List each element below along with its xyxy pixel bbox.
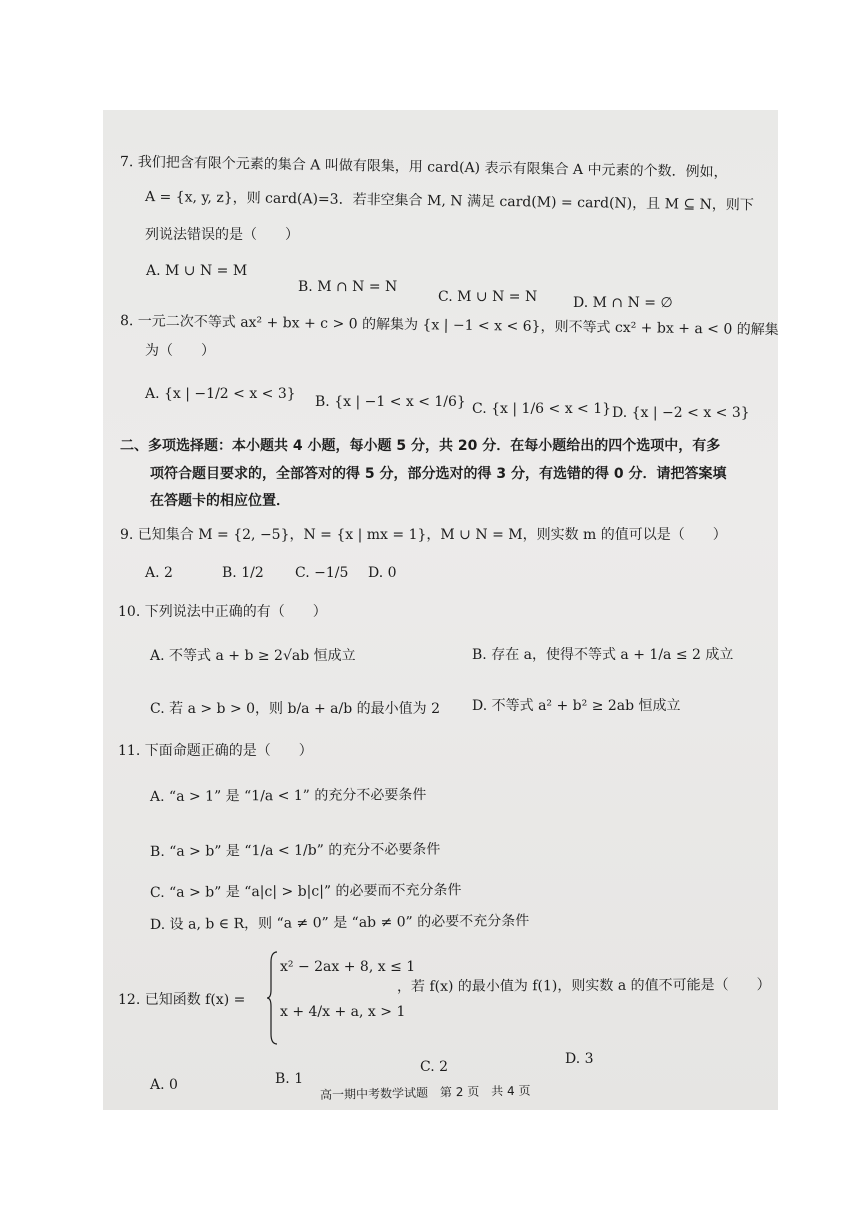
section2-line-3: 在答题卡的相应位置． [150, 493, 290, 509]
q10-option-b: B. 存在 a，使得不等式 a + 1/a ≤ 2 成立 [472, 647, 734, 663]
q10-stem: 10. 下列说法中正确的有（ ） [118, 604, 327, 620]
q8-option-d: D. {x | −2 < x < 3} [612, 405, 750, 421]
q10-option-a: A. 不等式 a + b ≥ 2√ab 恒成立 [150, 648, 356, 664]
q7-option-d: D. M ∩ N = ∅ [573, 295, 673, 311]
q7-option-b: B. M ∩ N = N [298, 279, 398, 295]
q9-option-a: A. 2 [145, 565, 173, 581]
q11-option-d: D. 设 a, b ∈ R，则 “a ≠ 0” 是 “ab ≠ 0” 的必要不充分条件 [149, 913, 530, 933]
page-footer: 高一期中考数学试题 第 2 页 共 4 页 [319, 1083, 531, 1102]
q12-case-2: x + 4/x + a, x > 1 [280, 1004, 406, 1020]
q9-option-d: D. 0 [368, 565, 397, 581]
q11-option-a: A. “a > 1” 是 “1/a < 1” 的充分不必要条件 [149, 787, 427, 805]
q7-option-c: C. M ∪ N = N [438, 289, 538, 305]
q8-option-c: C. {x | 1/6 < x < 1} [472, 401, 612, 417]
q10-option-d: D. 不等式 a² + b² ≥ 2ab 恒成立 [472, 698, 681, 714]
q9-option-b: B. 1/2 [222, 565, 264, 581]
q11-option-c: C. “a > b” 是 “a|c| > b|c|” 的必要而不充分条件 [149, 882, 462, 901]
q8-line-1: 8. 一元二次不等式 ax² + bx + c > 0 的解集为 {x | −1 < x < 6}，则不等式 cx² + bx + a < 0 的解集 [119, 313, 779, 339]
q12-stem: 12. 已知函数 f(x) = [118, 992, 246, 1008]
piecewise-brace [267, 950, 279, 1046]
q8-option-a: A. {x | −1/2 < x < 3} [145, 386, 296, 402]
q11-stem: 11. 下面命题正确的是（ ） [118, 743, 313, 759]
q7-line-1: 7. 我们把含有限个元素的集合 A 叫做有限集，用 card(A) 表示有限集合 A 中元素的个数．例如， [119, 154, 728, 181]
section2-line-2: 项符合题目要求的，全部答对的得 5 分，部分选对的得 3 分，有选错的得 0 分．请把答案填 [150, 466, 727, 482]
q8-option-b: B. {x | −1 < x < 1/6} [315, 394, 466, 410]
q9-stem: 9. 已知集合 M = {2, −5}，N = {x | mx = 1}，M ∪ N = M，则实数 m 的值可以是（ ） [120, 527, 727, 543]
q7-option-a: A. M ∪ N = M [146, 263, 248, 279]
q12-case-1: x² − 2ax + 8, x ≤ 1 [280, 959, 416, 975]
q11-option-b: B. “a > b” 是 “1/a < 1/b” 的充分不必要条件 [149, 841, 441, 860]
q12-option-c: C. 2 [420, 1059, 449, 1075]
q7-line-3: 列说法错误的是（ ） [145, 227, 299, 243]
q9-option-c: C. −1/5 [295, 565, 349, 581]
q12-option-d: D. 3 [565, 1051, 594, 1067]
q12-stem-rest: ，若 f(x) 的最小值为 f(1)，则实数 a 的值不可能是（ ） [396, 977, 771, 995]
q12-option-a: A. 0 [150, 1077, 178, 1093]
q7-line-2: A = {x, y, z}，则 card(A)=3．若非空集合 M, N 满足 card(M) = card(N)，且 M ⊆ N，则下 [144, 189, 754, 214]
section2-line-1: 二、多项选择题：本小题共 4 小题，每小题 5 分，共 20 分．在每小题给出的四个选项中，有多 [120, 438, 721, 454]
q10-option-c: C. 若 a > b > 0，则 b/a + a/b 的最小值为 2 [150, 701, 440, 717]
q12-option-b: B. 1 [275, 1071, 304, 1087]
q8-line-2: 为（ ） [145, 343, 215, 359]
